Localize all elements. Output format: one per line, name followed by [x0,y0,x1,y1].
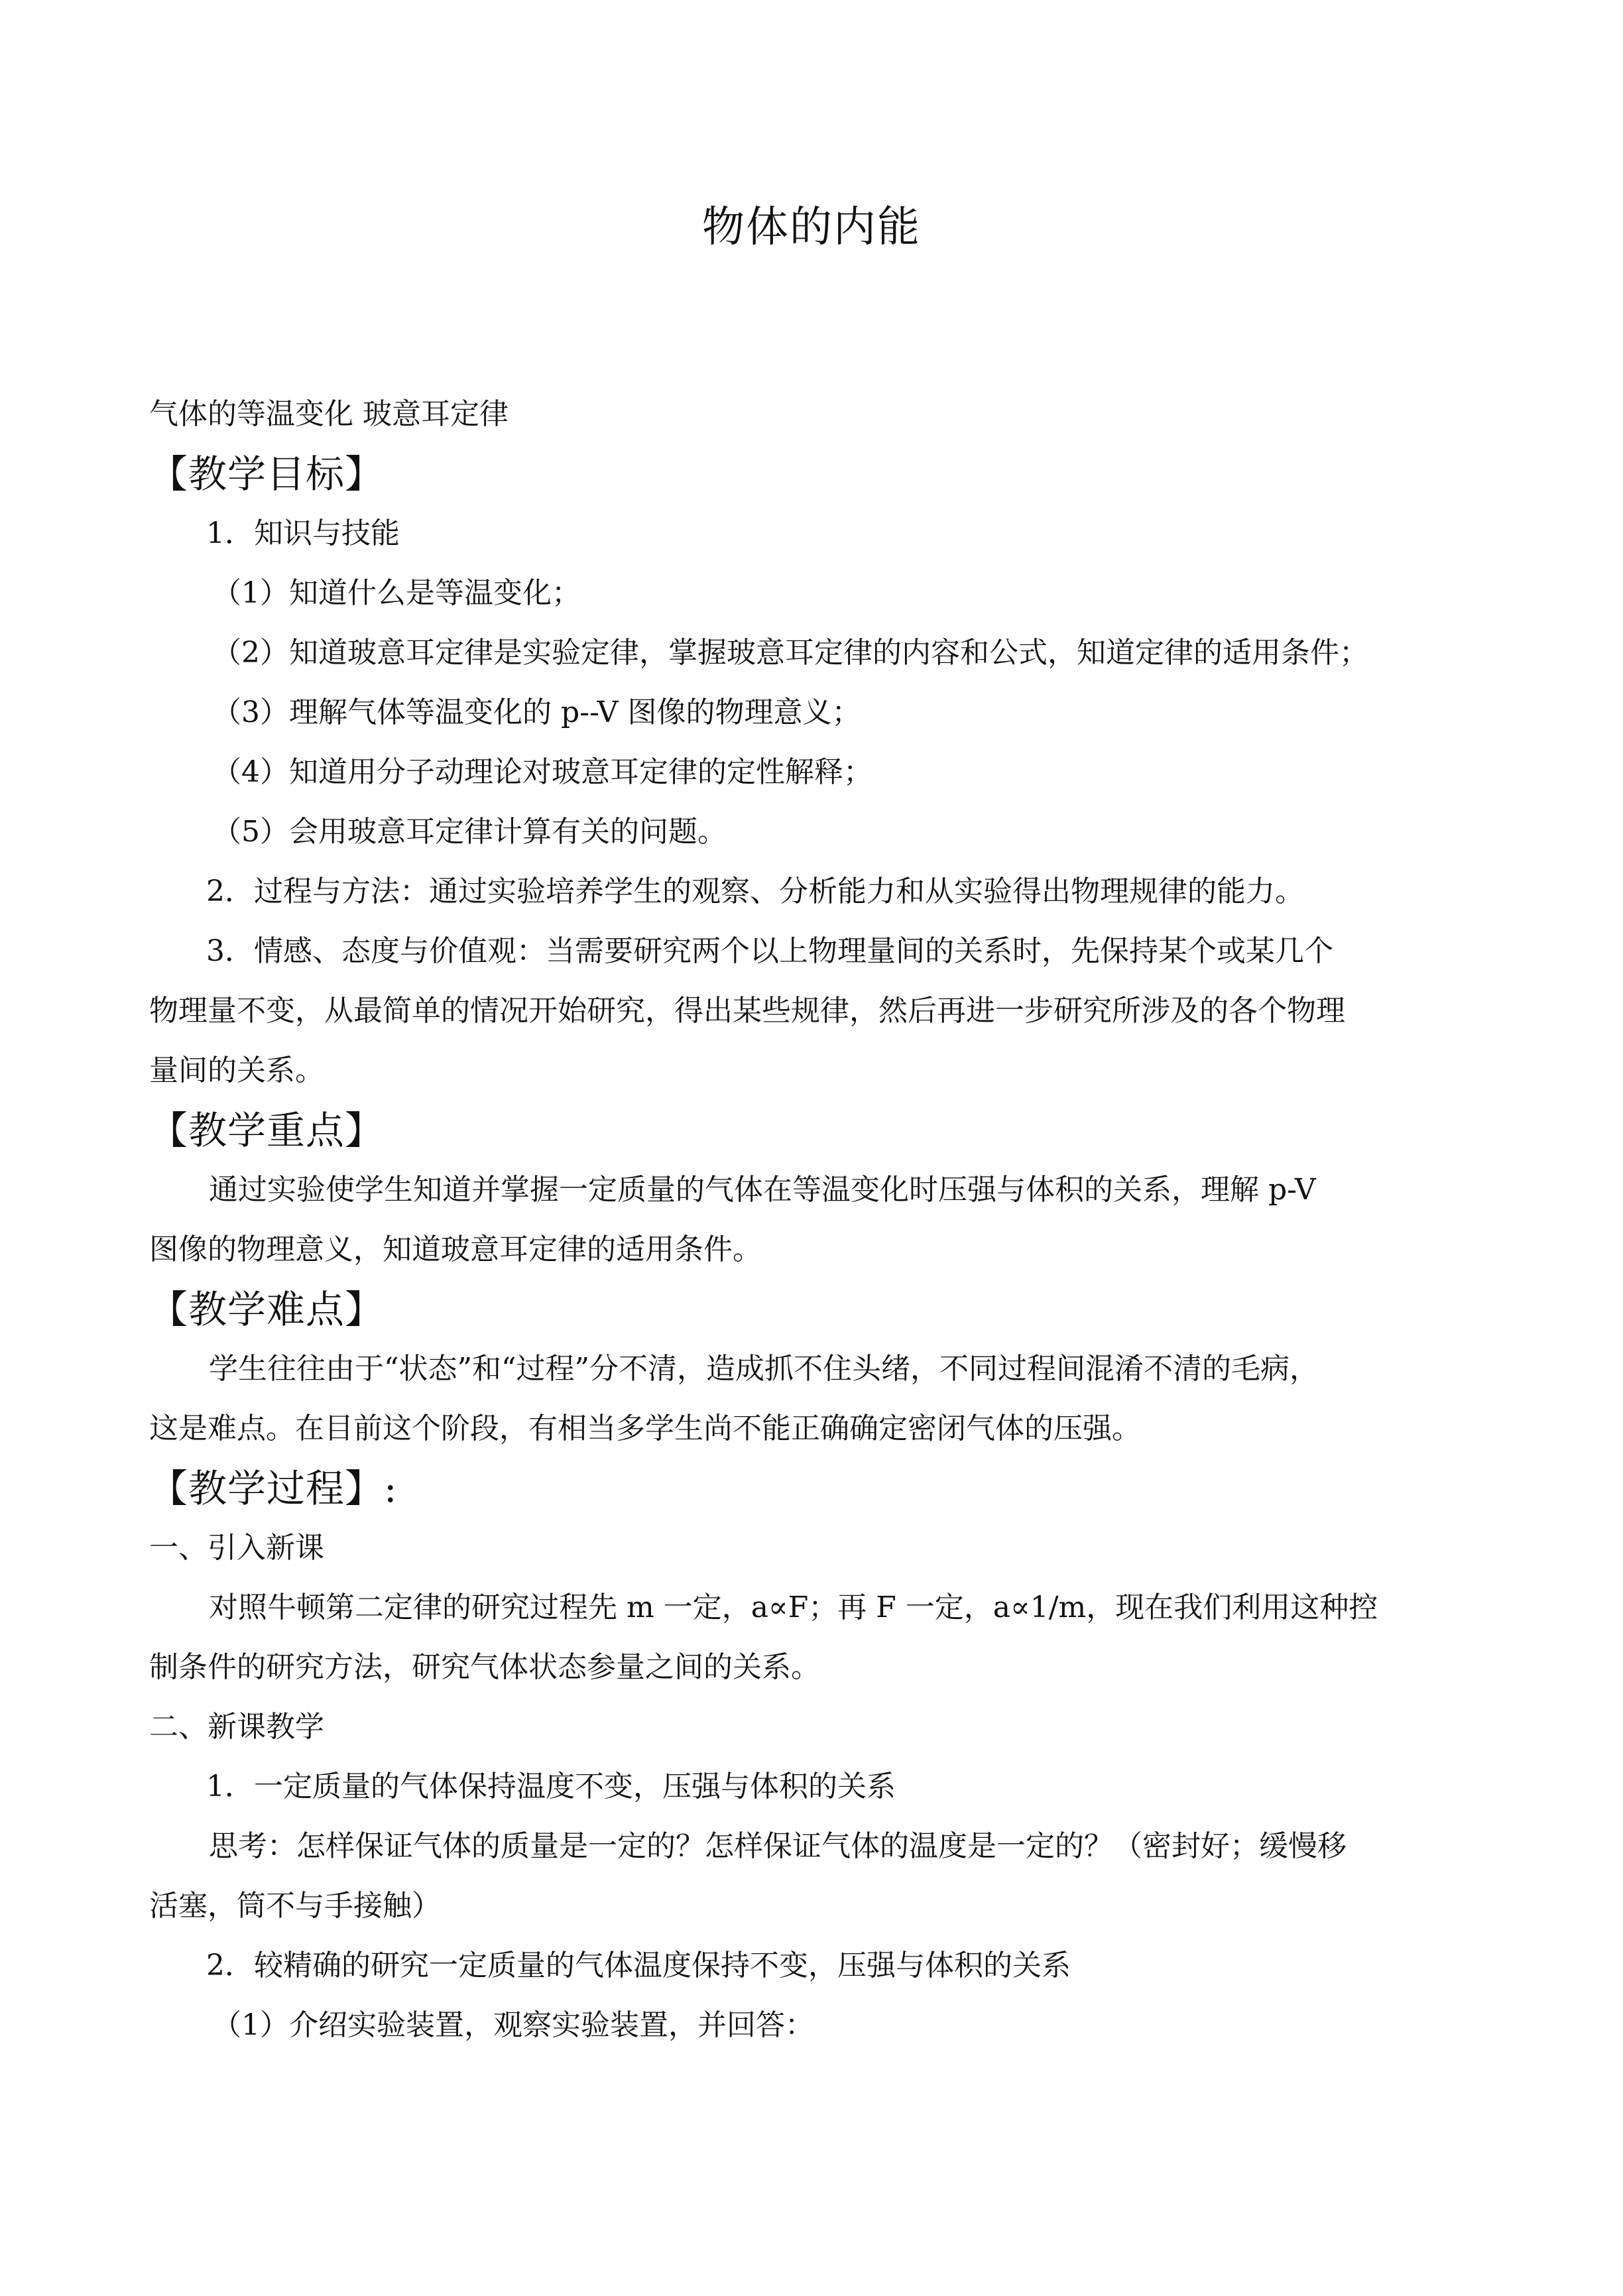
objectives-heading: 【教学目标】 [149,452,385,497]
intro-heading: 一、引入新课 [149,1531,324,1565]
objective-item: （4）知道用分子动理论对玻意耳定律的定性解释； [212,755,872,789]
process-heading: 【教学过程】: [149,1466,398,1511]
process-method: 2．过程与方法：通过实验培养学生的观察、分析能力和从实验得出物理规律的能力。 [206,875,1304,908]
key-points-line: 图像的物理意义，知道玻意耳定律的适用条件。 [149,1233,762,1266]
lesson-item: 2．较精确的研究一定质量的气体温度保持不变，压强与体积的关系 [206,1949,1071,1982]
think-line: 活塞，筒不与手接触） [149,1889,441,1923]
subtitle: 气体的等温变化 玻意耳定律 [149,397,509,431]
objective-item: （1）知道什么是等温变化； [212,576,581,610]
objective-item: （5）会用玻意耳定律计算有关的问题。 [212,815,727,849]
think-line: 思考：怎样保证气体的质量是一定的？怎样保证气体的温度是一定的？（密封好；缓慢移 [209,1829,1347,1863]
emotion-attitude-line: 3．情感、态度与价值观：当需要研究两个以上物理量间的关系时，先保持某个或某几个 [206,934,1333,968]
objective-item: （2）知道玻意耳定律是实验定律，掌握玻意耳定律的内容和公式，知道定律的适用条件； [212,636,1368,670]
new-lesson-heading: 二、新课教学 [149,1710,324,1744]
difficulty-heading: 【教学难点】 [149,1287,385,1332]
difficulty-line: 学生往往由于“状态”和“过程”分不清，造成抓不住头绪，不同过程间混淆不清的毛病， [209,1352,1319,1386]
emotion-attitude-line: 量间的关系。 [149,1054,324,1087]
key-points-heading: 【教学重点】 [149,1108,385,1153]
intro-line: 制条件的研究方法，研究气体状态参量之间的关系。 [149,1650,820,1684]
emotion-attitude-line: 物理量不变，从最简单的情况开始研究，得出某些规律，然后再进一步研究所涉及的各个物理 [149,994,1345,1028]
lesson-item: 1．一定质量的气体保持温度不变，压强与体积的关系 [206,1770,896,1803]
intro-line: 对照牛顿第二定律的研究过程先 m 一定，a∝F；再 F 一定，a∝1/m，现在我们利用这种控 [209,1591,1378,1624]
knowledge-skills-heading: 1．知识与技能 [206,516,400,550]
document-body [149,385,1488,2055]
lesson-subitem: （1）介绍实验装置，观察实验装置，并回答： [212,2008,814,2042]
page-title: 物体的内能 [702,203,921,252]
objective-item: （3）理解气体等温变化的 p--V 图像的物理意义； [212,695,861,729]
difficulty-line: 这是难点。在目前这个阶段，有相当多学生尚不能正确确定密闭气体的压强。 [149,1412,1141,1445]
key-points-line: 通过实验使学生知道并掌握一定质量的气体在等温变化时压强与体积的关系，理解 p-V [209,1173,1316,1207]
